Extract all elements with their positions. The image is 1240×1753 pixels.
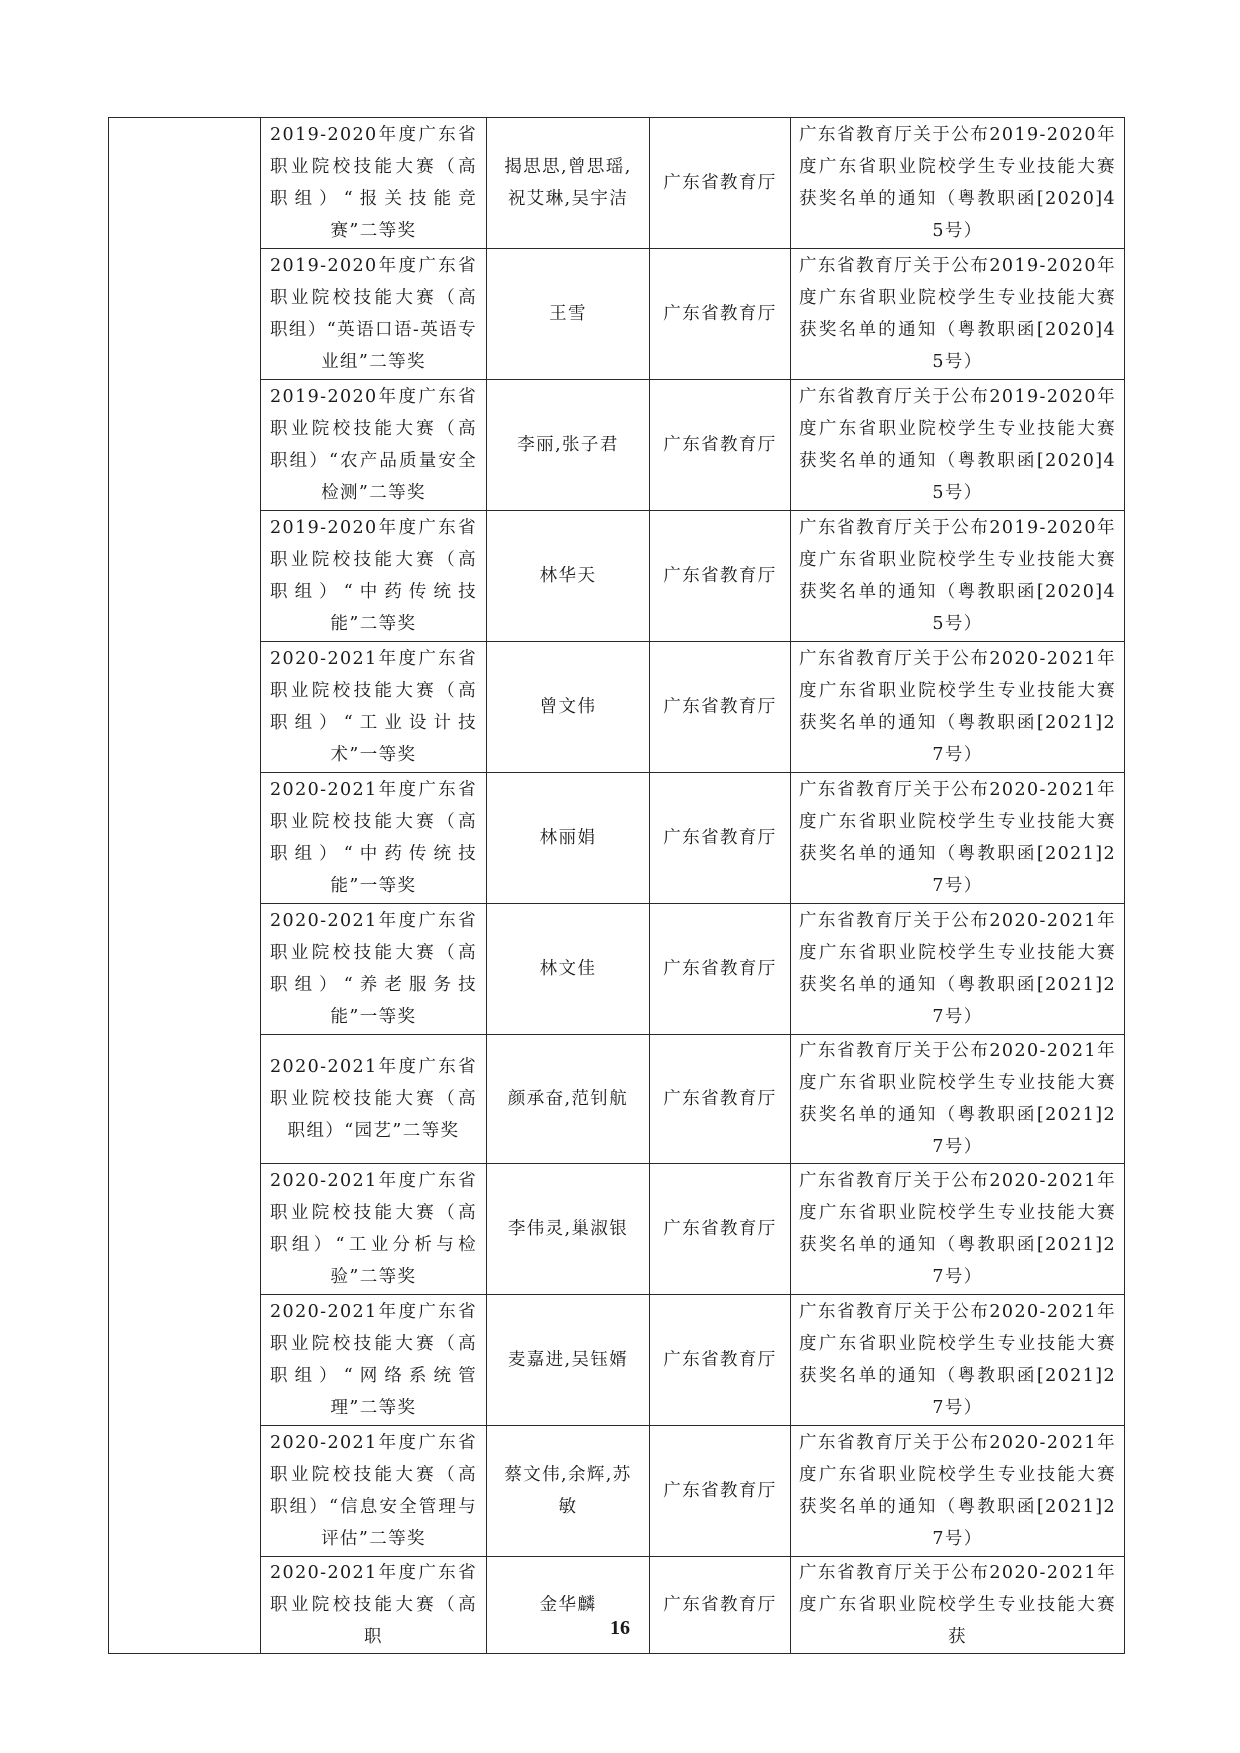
table-row (109, 380, 1125, 511)
award-name-cell: 2020-2021年度广东省职业院校技能大赛（高职组）“养老服务技能”一等奖 (261, 904, 487, 1035)
winners-cell: 林丽娟 (487, 773, 650, 904)
table-row (109, 904, 1125, 1035)
table-row (109, 1295, 1125, 1426)
basis-document-cell: 广东省教育厅关于公布2019-2020年度广东省职业院校学生专业技能大赛获奖名单的通知（粤教职函[2020]45号） (791, 380, 1125, 511)
issuer-cell: 广东省教育厅 (650, 118, 791, 249)
basis-document-cell: 广东省教育厅关于公布2020-2021年度广东省职业院校学生专业技能大赛获奖名单的通知（粤教职函[2021]27号） (791, 1164, 1125, 1295)
award-table (108, 117, 1125, 1654)
basis-document-cell: 广东省教育厅关于公布2019-2020年度广东省职业院校学生专业技能大赛获奖名单的通知（粤教职函[2020]45号） (791, 118, 1125, 249)
issuer-cell: 广东省教育厅 (650, 511, 791, 642)
winners-cell: 曾文伟 (487, 642, 650, 773)
issuer-cell: 广东省教育厅 (650, 773, 791, 904)
award-name-cell: 2020-2021年度广东省职业院校技能大赛（高职组）“网络系统管理”二等奖 (261, 1295, 487, 1426)
page-number: 16 (610, 1617, 630, 1639)
winners-cell: 金华麟 (487, 1557, 650, 1654)
issuer-cell: 广东省教育厅 (650, 249, 791, 380)
award-name-cell: 2019-2020年度广东省职业院校技能大赛（高职组）“报关技能竞赛”二等奖 (261, 118, 487, 249)
table-row (109, 773, 1125, 904)
winners-cell: 李伟灵,巢淑银 (487, 1164, 650, 1295)
winners-cell: 蔡文伟,余辉,苏敏 (487, 1426, 650, 1557)
award-name-cell: 2020-2021年度广东省职业院校技能大赛（高职组）“信息安全管理与评估”二等奖 (261, 1426, 487, 1557)
basis-document-cell: 广东省教育厅关于公布2019-2020年度广东省职业院校学生专业技能大赛获奖名单的通知（粤教职函[2020]45号） (791, 511, 1125, 642)
category-cell-empty (109, 118, 261, 1654)
issuer-cell: 广东省教育厅 (650, 642, 791, 773)
basis-document-cell: 广东省教育厅关于公布2020-2021年度广东省职业院校学生专业技能大赛获奖名单的通知（粤教职函[2021]27号） (791, 1426, 1125, 1557)
basis-document-cell: 广东省教育厅关于公布2020-2021年度广东省职业院校学生专业技能大赛获奖名单的通知（粤教职函[2021]27号） (791, 1035, 1125, 1164)
table-row (109, 1426, 1125, 1557)
basis-document-cell: 广东省教育厅关于公布2020-2021年度广东省职业院校学生专业技能大赛获奖名单的通知（粤教职函[2021]27号） (791, 1295, 1125, 1426)
award-name-cell: 2020-2021年度广东省职业院校技能大赛（高职组）“园艺”二等奖 (261, 1035, 487, 1164)
issuer-cell: 广东省教育厅 (650, 1426, 791, 1557)
winners-cell: 颜承奋,范钊航 (487, 1035, 650, 1164)
award-name-cell: 2019-2020年度广东省职业院校技能大赛（高职组）“英语口语-英语专业组”二等奖 (261, 249, 487, 380)
award-name-cell: 2020-2021年度广东省职业院校技能大赛（高职组）“中药传统技能”一等奖 (261, 773, 487, 904)
winners-cell: 麦嘉进,吴钰婿 (487, 1295, 650, 1426)
basis-document-cell: 广东省教育厅关于公布2020-2021年度广东省职业院校学生专业技能大赛获奖名单的通知（粤教职函[2021]27号） (791, 773, 1125, 904)
basis-document-cell: 广东省教育厅关于公布2020-2021年度广东省职业院校学生专业技能大赛获奖名单的通知（粤教职函[2021]27号） (791, 904, 1125, 1035)
table-row (109, 642, 1125, 773)
issuer-cell: 广东省教育厅 (650, 1295, 791, 1426)
winners-cell: 李丽,张子君 (487, 380, 650, 511)
table-row (109, 1164, 1125, 1295)
award-name-cell: 2020-2021年度广东省职业院校技能大赛（高职 (261, 1557, 487, 1654)
table-row (109, 511, 1125, 642)
award-name-cell: 2019-2020年度广东省职业院校技能大赛（高职组）“中药传统技能”二等奖 (261, 511, 487, 642)
winners-cell: 林华天 (487, 511, 650, 642)
basis-document-cell: 广东省教育厅关于公布2020-2021年度广东省职业院校学生专业技能大赛获奖名单的通知（粤教职函[2021]27号） (791, 642, 1125, 773)
basis-document-cell: 广东省教育厅关于公布2019-2020年度广东省职业院校学生专业技能大赛获奖名单的通知（粤教职函[2020]45号） (791, 249, 1125, 380)
winners-cell: 林文佳 (487, 904, 650, 1035)
issuer-cell: 广东省教育厅 (650, 904, 791, 1035)
winners-cell: 揭思思,曾思瑶,祝艾琳,吴宇洁 (487, 118, 650, 249)
issuer-cell: 广东省教育厅 (650, 1035, 791, 1164)
award-table-body (109, 118, 1125, 1654)
issuer-cell: 广东省教育厅 (650, 1557, 791, 1654)
award-name-cell: 2019-2020年度广东省职业院校技能大赛（高职组）“农产品质量安全检测”二等奖 (261, 380, 487, 511)
issuer-cell: 广东省教育厅 (650, 1164, 791, 1295)
table-row (109, 118, 1125, 249)
award-name-cell: 2020-2021年度广东省职业院校技能大赛（高职组）“工业设计技术”一等奖 (261, 642, 487, 773)
winners-cell: 王雪 (487, 249, 650, 380)
table-row (109, 249, 1125, 380)
issuer-cell: 广东省教育厅 (650, 380, 791, 511)
table-row (109, 1035, 1125, 1164)
award-name-cell: 2020-2021年度广东省职业院校技能大赛（高职组）“工业分析与检验”二等奖 (261, 1164, 487, 1295)
basis-document-cell: 广东省教育厅关于公布2020-2021年度广东省职业院校学生专业技能大赛获 (791, 1557, 1125, 1654)
